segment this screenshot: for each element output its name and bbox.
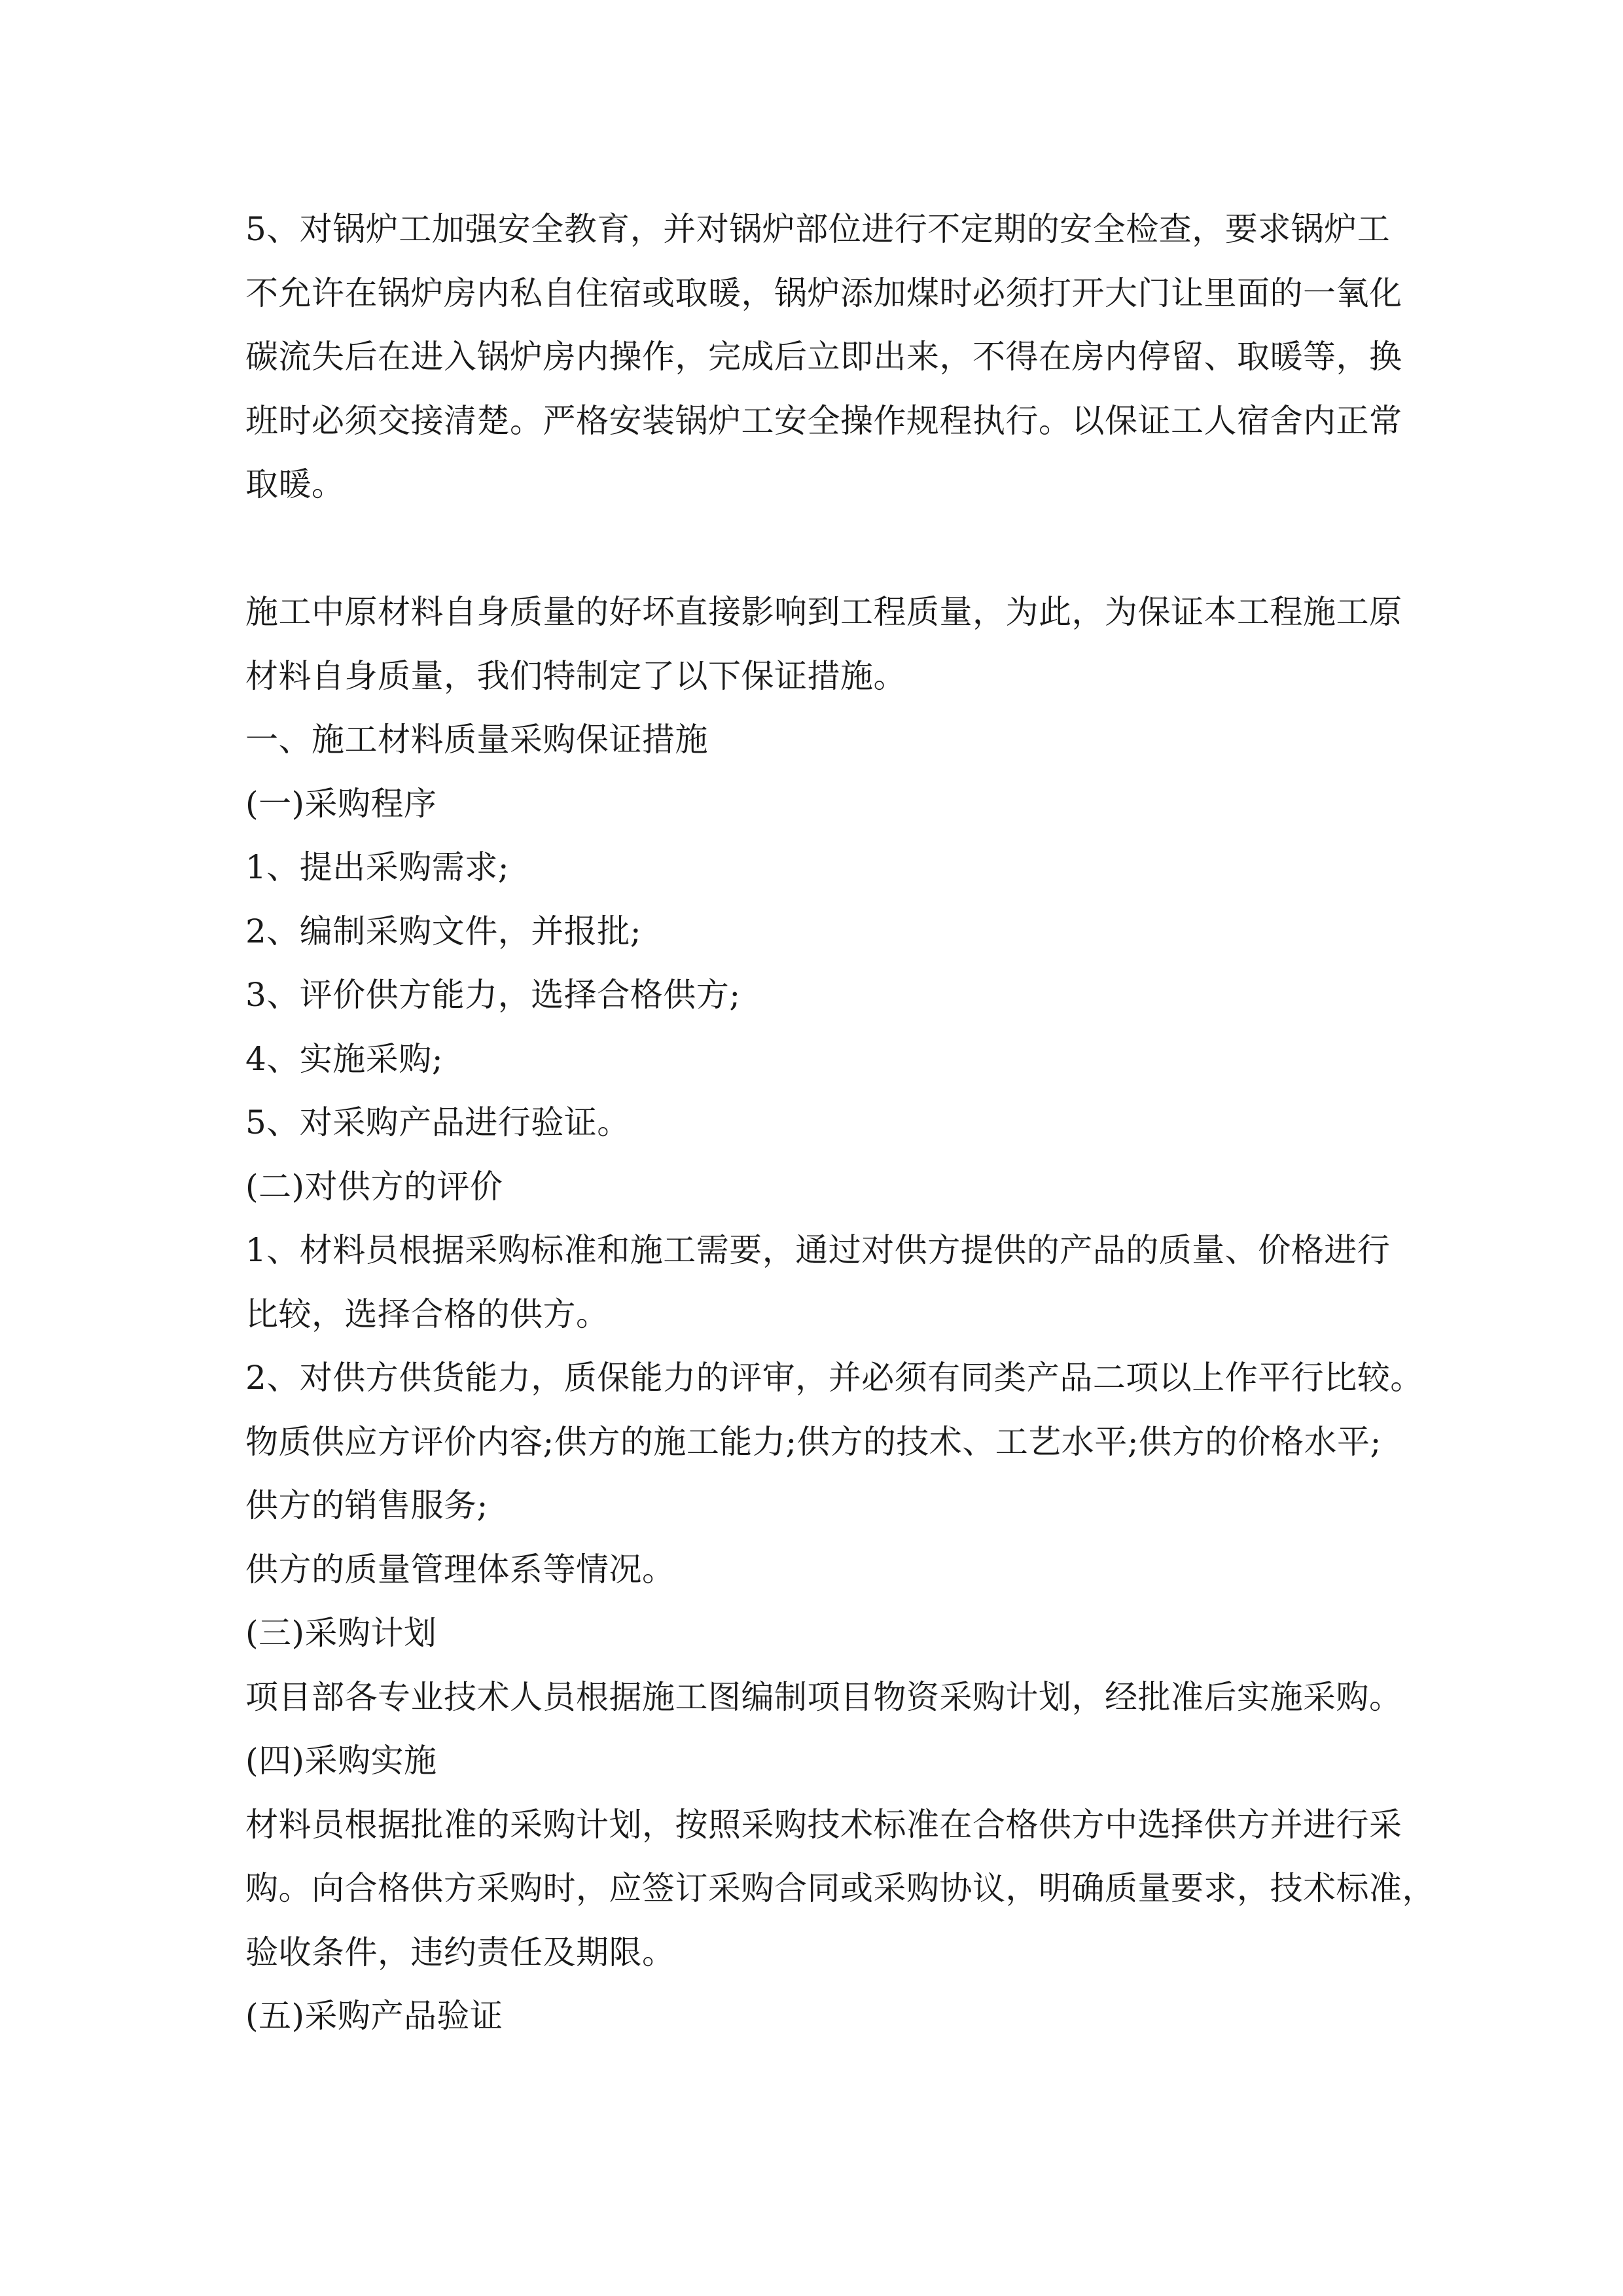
evaluation-item-1 xyxy=(245,1219,1423,1346)
procedure-steps-list xyxy=(245,836,1423,1155)
list-item: 1、提出采购需求; xyxy=(245,848,510,886)
paragraph-line: 供方的销售服务; xyxy=(245,1486,488,1524)
implementation-paragraph xyxy=(245,1793,1435,1985)
paragraph-line: 班时必须交接清楚。严格安装锅炉工安全操作规程执行。以保证工人宿舍内正常 xyxy=(245,401,1402,440)
paragraph-line: 取暖。 xyxy=(245,465,345,503)
paragraph-line: 碳流失后在进入锅炉房内操作，完成后立即出来，不得在房内停留、取暖等，换 xyxy=(245,338,1402,376)
material-quality-intro-paragraph xyxy=(245,581,1423,708)
list-item: 2、编制采购文件，并报批; xyxy=(245,912,642,950)
paragraph-line: 验收条件，违约责任及期限。 xyxy=(245,1933,675,1971)
paragraph-spacer xyxy=(245,517,1423,581)
subsection-heading-procurement-plan: (三)采购计划 xyxy=(245,1614,437,1652)
paragraph-line: 5、对锅炉工加强安全教育，并对锅炉部位进行不定期的安全检查，要求锅炉工 xyxy=(245,210,1391,248)
paragraph-line: 不允许在锅炉房内私自住宿或取暖，锅炉添加煤时必须打开大门让里面的一氧化 xyxy=(245,274,1402,312)
procurement-plan-text: 项目部各专业技术人员根据施工图编制项目物资采购计划，经批准后实施采购。 xyxy=(245,1677,1402,1716)
paragraph-line: 供方的质量管理体系等情况。 xyxy=(245,1550,675,1588)
boiler-safety-paragraph xyxy=(245,198,1423,517)
list-item: 3、评价供方能力，选择合格供方; xyxy=(245,976,741,1014)
paragraph-line: 施工中原材料自身质量的好坏直接影响到工程质量，为此，为保证本工程施工原 xyxy=(245,593,1402,631)
document-body xyxy=(245,198,1435,2049)
paragraph-line: 材料自身质量，我们特制定了以下保证措施。 xyxy=(245,656,906,695)
subsection-heading-procurement-implementation: (四)采购实施 xyxy=(245,1742,437,1780)
paragraph-line: 比较，选择合格的供方。 xyxy=(245,1295,609,1333)
paragraph-line: 1、材料员根据采购标准和施工需要，通过对供方提供的产品的质量、价格进行 xyxy=(245,1231,1391,1269)
paragraph-line: 2、对供方供货能力，质保能力的评审，并必须有同类产品二项以上作平行比较。 xyxy=(245,1359,1423,1397)
paragraph-line: 物质供应方评价内容;供方的施工能力;供方的技术、工艺水平;供方的价格水平; xyxy=(245,1422,1382,1461)
section-heading-procurement-measures: 一、施工材料质量采购保证措施 xyxy=(245,721,708,759)
evaluation-item-2 xyxy=(245,1346,1423,1602)
subsection-heading-product-verification: (五)采购产品验证 xyxy=(245,1997,503,2035)
paragraph-line: 购。向合格供方采购时，应签订采购合同或采购协议，明确质量要求，技术标准， xyxy=(245,1869,1435,1907)
list-item: 5、对采购产品进行验证。 xyxy=(245,1103,630,1141)
paragraph-line: 材料员根据批准的采购计划，按照采购技术标准在合格供方中选择供方并进行采 xyxy=(245,1805,1402,1844)
list-item: 4、实施采购; xyxy=(245,1039,444,1078)
subsection-heading-procedure: (一)采购程序 xyxy=(245,784,437,823)
subsection-heading-supplier-evaluation: (二)对供方的评价 xyxy=(245,1167,503,1206)
